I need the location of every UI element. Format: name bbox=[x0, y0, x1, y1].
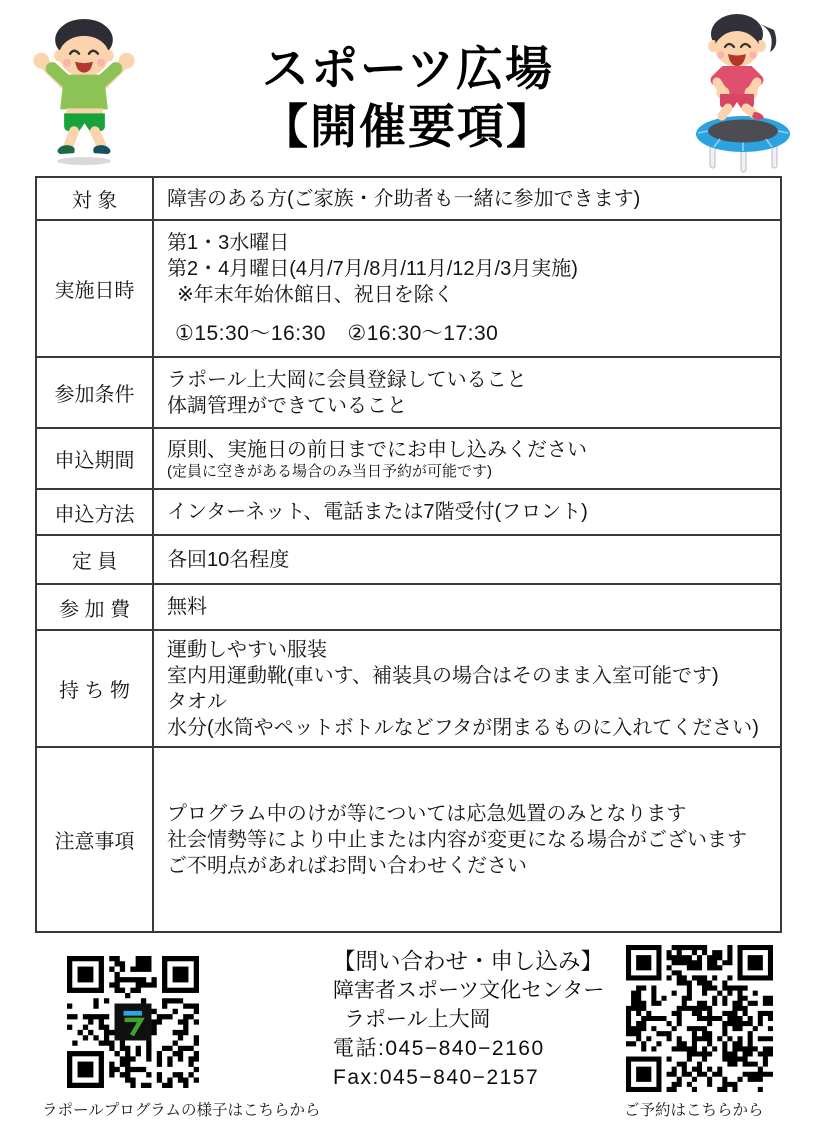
row-label: 対 象 bbox=[37, 178, 154, 219]
contact-phone: 電話:045−840−2160 bbox=[333, 1037, 545, 1060]
cell-line: 運動しやすい服装 bbox=[167, 638, 327, 661]
qr-left-caption: ラポールプログラムの様子はこちらから bbox=[42, 1102, 321, 1119]
cell-line: 第2・4月曜日(4月/7月/8月/11月/12月/3月実施) bbox=[167, 258, 578, 280]
row-fee bbox=[37, 585, 780, 631]
row-belongings bbox=[37, 631, 780, 748]
trampoline-girl-illustration bbox=[680, 6, 806, 178]
row-content bbox=[154, 536, 780, 583]
title-line2: 【開催要項】 bbox=[261, 100, 555, 153]
row-content bbox=[154, 585, 780, 629]
qr-right-caption: ご予約はこちらから bbox=[624, 1102, 764, 1119]
row-label: 申込期間 bbox=[37, 429, 154, 488]
cell-line: 障害のある方(ご家族・介助者も一緒に参加できます) bbox=[167, 187, 641, 210]
cell-line: 原則、実施日の前日までにお申し込みください bbox=[167, 438, 587, 461]
row-label: 参加条件 bbox=[37, 358, 154, 427]
cell-line: 第1・3水曜日 bbox=[167, 232, 290, 254]
row-target bbox=[37, 178, 780, 221]
row-conditions bbox=[37, 358, 780, 429]
cell-line: 無料 bbox=[167, 596, 207, 618]
cell-line: インターネット、電話または7階受付(フロント) bbox=[167, 501, 588, 523]
cell-line: 各回10名程度 bbox=[167, 548, 290, 571]
row-content bbox=[154, 358, 780, 427]
cell-line: 体調管理ができていること bbox=[167, 394, 407, 417]
row-label: 持 ち 物 bbox=[37, 631, 154, 746]
title-line1: スポーツ広場 bbox=[261, 42, 555, 95]
qr-code-reservation-icon bbox=[626, 945, 773, 1092]
row-label: 実施日時 bbox=[37, 221, 154, 356]
row-application-method bbox=[37, 490, 780, 536]
row-notes bbox=[37, 748, 780, 931]
contact-fax: Fax:045−840−2157 bbox=[333, 1066, 540, 1089]
cell-line: タオル bbox=[167, 690, 227, 713]
contact-heading: 【問い合わせ・申し込み】 bbox=[333, 949, 604, 974]
row-label: 参 加 費 bbox=[37, 585, 154, 629]
cell-line: ご不明点があればお問い合わせください bbox=[167, 854, 527, 877]
info-table bbox=[35, 176, 782, 933]
cell-line: 水分(水筒やペットボトルなどフタが閉まるものに入れてください) bbox=[167, 716, 759, 739]
row-content bbox=[154, 748, 780, 931]
qr-code-program-photos-icon bbox=[67, 956, 199, 1088]
contact-block bbox=[333, 947, 604, 1092]
row-content bbox=[154, 631, 780, 746]
cell-line: プログラム中のけが等については応急処置のみとなります bbox=[167, 802, 687, 825]
row-content bbox=[154, 221, 780, 356]
row-label: 定 員 bbox=[37, 536, 154, 583]
row-label: 注意事項 bbox=[37, 748, 154, 931]
row-label: 申込方法 bbox=[37, 490, 154, 534]
contact-org-line2: ラポール上大岡 bbox=[344, 1008, 491, 1031]
contact-org-line1: 障害者スポーツ文化センター bbox=[333, 979, 605, 1002]
cell-line: 社会情勢等により中止または内容が変更になる場合がございます bbox=[167, 828, 747, 851]
row-capacity bbox=[37, 536, 780, 585]
cell-line: ラポール上大岡に会員登録していること bbox=[167, 368, 527, 391]
row-schedule bbox=[37, 221, 780, 358]
cell-line: 室内用運動靴(車いす、補装具の場合はそのまま入室可能です) bbox=[167, 664, 719, 687]
row-content bbox=[154, 429, 780, 488]
row-content bbox=[154, 178, 780, 219]
cell-line-note: (定員に空きがある場合のみ当日予約が可能です) bbox=[167, 462, 492, 480]
cell-line-times: ①15:30～16:30 ②16:30～17:30 bbox=[175, 322, 499, 345]
row-application-period bbox=[37, 429, 780, 490]
row-content bbox=[154, 490, 780, 534]
cell-line: ※年末年始休館日、祝日を除く bbox=[177, 284, 454, 306]
